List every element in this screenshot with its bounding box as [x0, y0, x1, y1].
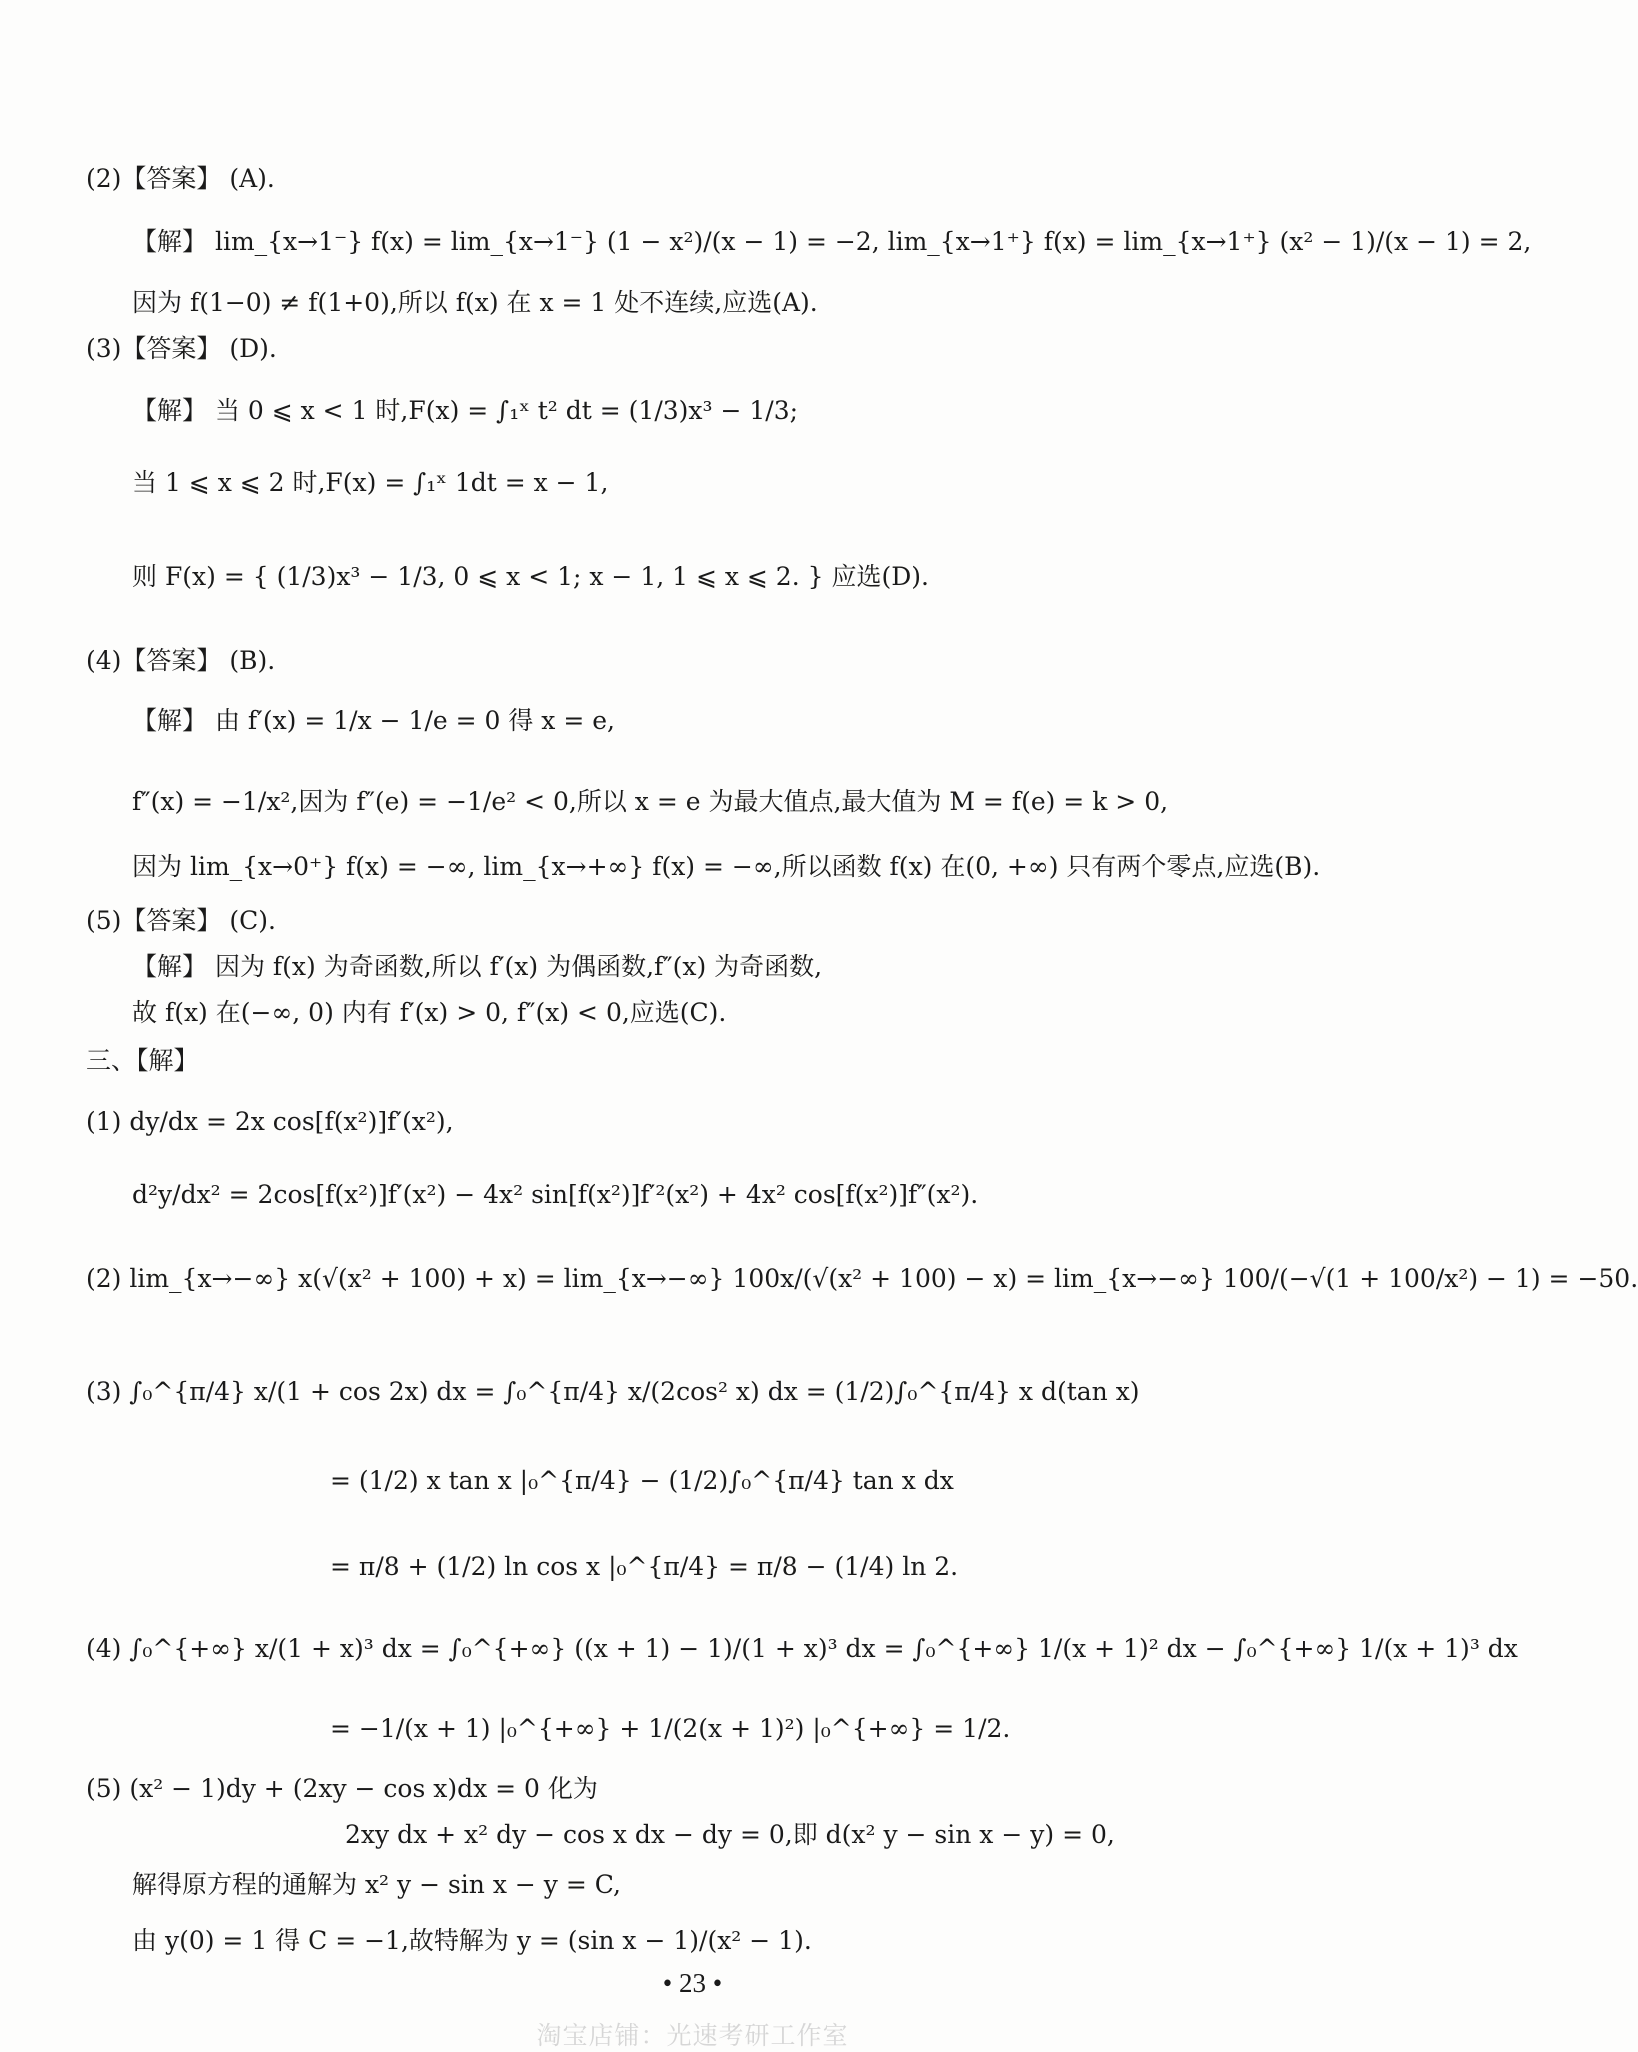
solution-line: 2xy dx + x² dy − cos x dx − dy = 0,即 d(x² y − sin x − y) = 0, — [345, 1820, 1115, 1849]
page-number: • 23 • — [662, 1968, 723, 1998]
solution-line: d²y/dx² = 2cos[f(x²)]f′(x²) − 4x² sin[f(x²)]f′²(x²) + 4x² cos[f(x²)]f″(x²). — [132, 1180, 979, 1209]
solution-line: 【解】 由 f′(x) = 1/x − 1/e = 0 得 x = e, — [132, 706, 615, 735]
solution-line: 【解】 当 0 ⩽ x < 1 时,F(x) = ∫₁ˣ t² dt = (1/3)x³ − 1/3; — [132, 396, 799, 425]
solution-line: = −1/(x + 1) |₀^{+∞} + 1/(2(x + 1)²) |₀^{+∞} = 1/2. — [330, 1714, 1011, 1743]
solution-line: (2) lim_{x→−∞} x(√(x² + 100) + x) = lim_{x→−∞} 100x/(√(x² + 100) − x) = lim_{x→−∞} 100/(−√(1 + 100/x²) − 1) = −50. — [86, 1264, 1638, 1293]
solution-line: 则 F(x) = { (1/3)x³ − 1/3, 0 ⩽ x < 1; x − 1, 1 ⩽ x ⩽ 2. } 应选(D). — [132, 562, 929, 591]
solution-line: (4) ∫₀^{+∞} x/(1 + x)³ dx = ∫₀^{+∞} ((x + 1) − 1)/(1 + x)³ dx = ∫₀^{+∞} 1/(x + 1)² dx − ∫₀^{+∞} 1/(x + 1)³ dx — [86, 1634, 1518, 1663]
solution-line: (5) (x² − 1)dy + (2xy − cos x)dx = 0 化为 — [86, 1774, 598, 1803]
solution-line: 故 f(x) 在(−∞, 0) 内有 f′(x) > 0, f″(x) < 0,应选(C). — [132, 998, 727, 1027]
solution-line: (2)【答案】 (A). — [86, 164, 275, 193]
solution-line: 【解】 lim_{x→1⁻} f(x) = lim_{x→1⁻} (1 − x²)/(x − 1) = −2, lim_{x→1⁺} f(x) = lim_{x→1⁺} (x² − 1)/(x − 1) = 2, — [132, 227, 1532, 256]
solution-line: 因为 lim_{x→0⁺} f(x) = −∞, lim_{x→+∞} f(x) = −∞,所以函数 f(x) 在(0, +∞) 只有两个零点,应选(B). — [132, 852, 1321, 881]
watermark-text: 淘宝店铺：光速考研工作室 — [536, 2021, 849, 2050]
solution-line: = (1/2) x tan x |₀^{π/4} − (1/2)∫₀^{π/4} tan x dx — [330, 1466, 954, 1495]
solution-line: f″(x) = −1/x²,因为 f″(e) = −1/e² < 0,所以 x = e 为最大值点,最大值为 M = f(e) = k > 0, — [132, 787, 1169, 816]
solution-line: 当 1 ⩽ x ⩽ 2 时,F(x) = ∫₁ˣ 1dt = x − 1, — [132, 468, 609, 497]
solution-line: 因为 f(1−0) ≠ f(1+0),所以 f(x) 在 x = 1 处不连续,应选(A). — [132, 288, 818, 317]
solution-line: = π/8 + (1/2) ln cos x |₀^{π/4} = π/8 − (1/4) ln 2. — [330, 1552, 959, 1581]
solution-line: 由 y(0) = 1 得 C = −1,故特解为 y = (sin x − 1)/(x² − 1). — [132, 1926, 812, 1955]
solution-line: 【解】 因为 f(x) 为奇函数,所以 f′(x) 为偶函数,f″(x) 为奇函数, — [132, 952, 823, 981]
solution-line: (1) dy/dx = 2x cos[f(x²)]f′(x²), — [86, 1107, 454, 1136]
solution-line: 解得原方程的通解为 x² y − sin x − y = C, — [132, 1870, 621, 1899]
solution-line: (5)【答案】 (C). — [86, 906, 276, 935]
solution-line: (4)【答案】 (B). — [86, 646, 276, 675]
solution-line: 三、【解】 — [86, 1046, 199, 1075]
solution-line: (3) ∫₀^{π/4} x/(1 + cos 2x) dx = ∫₀^{π/4} x/(2cos² x) dx = (1/2)∫₀^{π/4} x d(tan x) — [86, 1377, 1140, 1406]
solution-line: (3)【答案】 (D). — [86, 334, 277, 363]
